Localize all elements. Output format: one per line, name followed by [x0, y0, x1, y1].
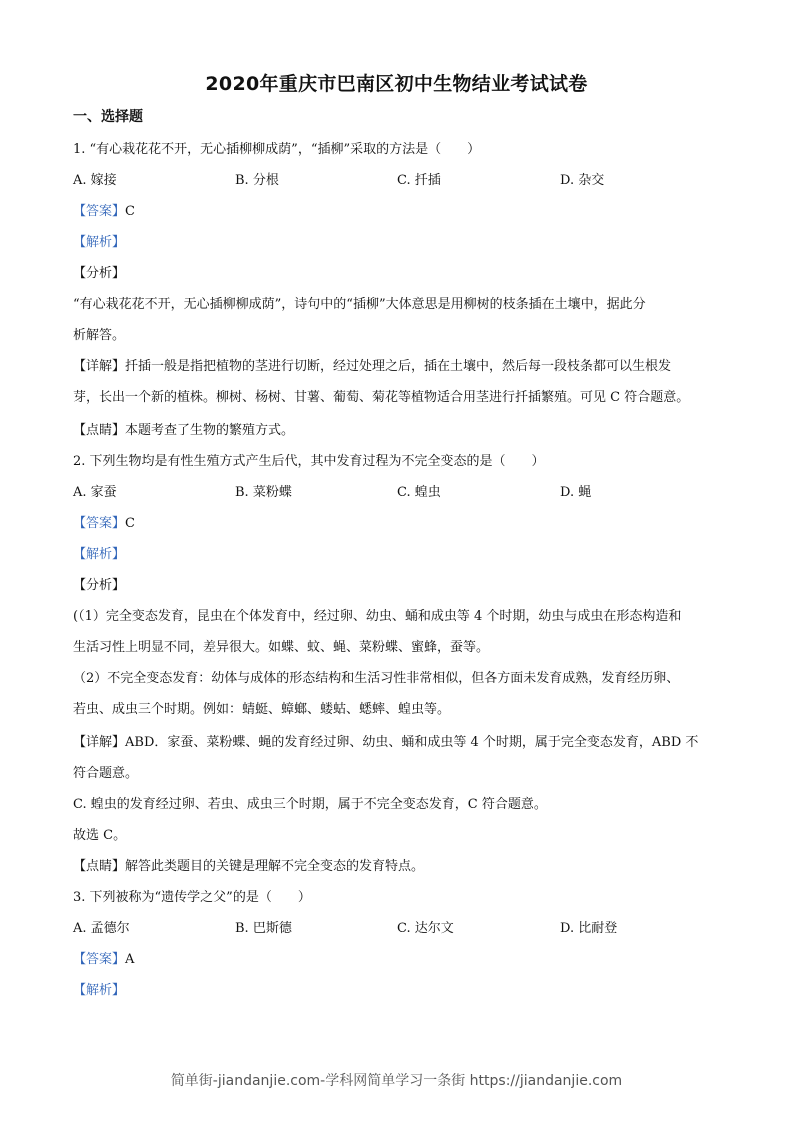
question-1-option-d: D. 杂交: [560, 173, 605, 188]
question-2-stem: 2. 下列生物均是有性生殖方式产生后代，其中发育过程为不完全变态的是（ ）: [73, 454, 545, 469]
question-3-option-c: C. 达尔文: [397, 921, 454, 936]
answer-label: 【答案】: [73, 204, 126, 219]
question-2-detail-line: 故选 C。: [73, 828, 127, 843]
question-2-analysis-line: （2）不完全变态发育：幼体与成体的形态结构和生活习性非常相似，但各方面未发育成熟，发育经历卵、: [73, 671, 680, 686]
question-1-option-a: A. 嫁接: [73, 173, 117, 188]
question-2-option-c: C. 蝗虫: [397, 485, 441, 500]
answer-value: C: [125, 204, 135, 219]
question-1-analysis-line: 析解答。: [73, 328, 126, 343]
question-2-dianjing: 【点睛】解答此类题目的关键是理解不完全变态的发育特点。: [73, 859, 425, 874]
question-2-detail-line: C. 蝗虫的发育经过卵、若虫、成虫三个时期，属于不完全变态发育，C 符合题意。: [73, 797, 547, 812]
question-2-jiexi-label: 【解析】: [73, 547, 126, 562]
question-2-option-a: A. 家蚕: [73, 485, 117, 500]
question-3-option-d: D. 比耐登: [560, 921, 618, 936]
question-2-analysis-line: (（1）完全变态发育，昆虫在个体发育中，经过卵、幼虫、蛹和成虫等 4 个时期，幼虫与成虫在形态构造和: [73, 609, 682, 624]
question-2-option-d: D. 蝇: [560, 485, 592, 500]
question-1-analysis-line: “有心栽花花不开，无心插柳柳成荫”，诗句中的“插柳”大体意思是用柳树的枝条插在土壤中，据此分: [73, 297, 646, 312]
question-1-detail-line: 芽，长出一个新的植株。柳树、杨树、甘薯、葡萄、菊花等植物适合用茎进行扦插繁殖。可见 C 符合题意。: [73, 390, 690, 405]
question-2-answer: [73, 515, 733, 533]
question-1-option-b: B. 分根: [235, 173, 279, 188]
question-2-detail-line: 【详解】ABD．家蚕、菜粉蝶、蝇的发育经过卵、幼虫、蛹和成虫等 4 个时期，属于完全变态发育，ABD 不: [73, 735, 699, 750]
answer-label: 【答案】: [73, 516, 126, 531]
question-3-option-b: B. 巴斯德: [235, 921, 292, 936]
page-title: 2020年重庆市巴南区初中生物结业考试试卷: [205, 73, 588, 95]
question-3-stem: 3. 下列被称为“遗传学之父”的是（ ）: [73, 890, 311, 905]
answer-label: 【答案】: [73, 952, 126, 967]
question-1-stem: 1. “有心栽花花不开，无心插柳柳成荫”，“插柳”采取的方法是（ ）: [73, 142, 481, 157]
question-3-jiexi-label: 【解析】: [73, 983, 126, 998]
question-2-option-b: B. 菜粉蝶: [235, 485, 292, 500]
answer-value: C: [125, 516, 135, 531]
question-1-jiexi-label: 【解析】: [73, 235, 126, 250]
question-1-dianjing: 【点睛】本题考查了生物的繁殖方式。: [73, 423, 295, 438]
question-1-option-c: C. 扦插: [397, 173, 441, 188]
question-1-fenxi-label: 【分析】: [73, 266, 126, 281]
page-footer: 简单街-jiandanjie.com-学科网简单学习一条街 https://jiandanjie.com: [170, 1073, 623, 1089]
question-2-detail-line: 符合题意。: [73, 766, 139, 781]
question-3-answer: [73, 951, 733, 969]
answer-value: A: [125, 952, 135, 967]
question-1-answer: [73, 203, 733, 221]
question-2-analysis-line: 若虫、成虫三个时期。例如：蜻蜓、蟑螂、蝼蛄、蟋蟀、蝗虫等。: [73, 702, 451, 717]
question-3-option-a: A. 孟德尔: [73, 921, 130, 936]
question-2-fenxi-label: 【分析】: [73, 578, 126, 593]
section-heading: 一、选择题: [73, 109, 143, 125]
question-1-detail-line: 【详解】扦插一般是指把植物的茎进行切断，经过处理之后，插在土壤中，然后每一段枝条都可以生根发: [73, 359, 672, 374]
question-2-analysis-line: 生活习性上明显不同，差异很大。如蝶、蚊、蝇、菜粉蝶、蜜蜂，蚕等。: [73, 640, 490, 655]
